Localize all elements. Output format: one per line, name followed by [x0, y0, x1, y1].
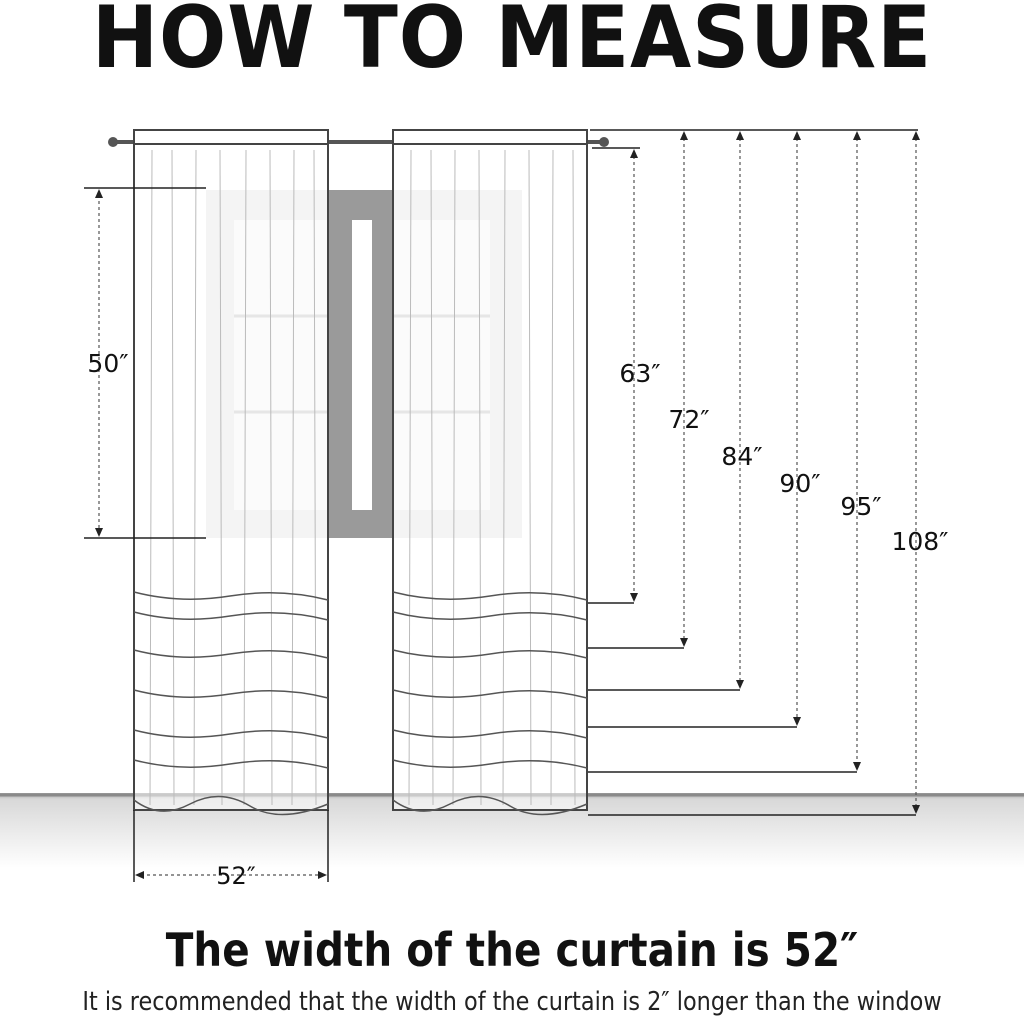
curtain-panel-right — [393, 130, 587, 815]
length-dimension-1 — [588, 149, 661, 603]
length-label-2: 72″ — [668, 405, 710, 434]
recommendation-note: It is recommended that the width of the curtain is 2″ longer than the window — [82, 987, 942, 1017]
page-title: HOW TO MEASURE — [91, 0, 933, 88]
length-dimensions — [588, 130, 949, 815]
curtain-panel-left — [134, 130, 328, 815]
length-dimension-6 — [588, 131, 949, 815]
length-label-5: 95″ — [840, 492, 882, 521]
window-height-label: 50″ — [87, 349, 129, 378]
length-label-3: 84″ — [721, 442, 763, 471]
curtain-width-label: 52″ — [216, 862, 256, 890]
length-label-4: 90″ — [779, 469, 821, 498]
length-label-6: 108″ — [891, 527, 949, 556]
length-label-1: 63″ — [619, 359, 661, 388]
width-headline: The width of the curtain is 52″ — [165, 923, 859, 977]
length-dimension-2 — [588, 131, 710, 648]
